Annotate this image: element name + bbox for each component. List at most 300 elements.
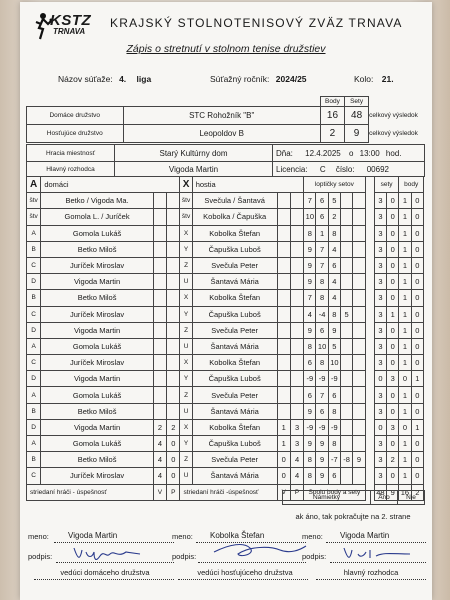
home-point: 1 xyxy=(399,468,411,484)
away-point: 0 xyxy=(411,322,423,338)
home-sub-v: 4 xyxy=(153,468,166,484)
home-sub-p xyxy=(167,209,180,225)
subs-away-label: striedaní hráči -úspešnosť xyxy=(180,484,277,500)
home-sets-won: 3 xyxy=(374,468,386,484)
set-score: 9 xyxy=(353,452,365,468)
spacer xyxy=(365,387,374,403)
home-position: A xyxy=(27,387,41,403)
objections-no[interactable]: Nie xyxy=(398,491,425,505)
away-sub-v: 0 xyxy=(277,468,290,484)
set-score: 10 xyxy=(328,355,340,371)
away-sub-v xyxy=(277,403,290,419)
score-sheet: KSTZ TRNAVA KRAJSKÝ STOLNOTENISOVÝ ZVÄZ TRNAVA Zápis o stretnutí v stolnom tenise družstiev Názov súťaže: 4. liga Súťažný ročník: 2024/25 Kolo: 21. Body Sety Domáce družstvo STC Rohožník "B" 16 48 celkový výsledok Hosťujúce družstvo Leopoldov B 2 9 celkový výsledok Hracia miestnosť Starý Kultúrny dom Dňa: 12.4.2025 o 13:00 hod. Hlavný rozhodca Vigoda Martin Licencia: C číslo: 00692 A domáci X hostia loptičky setov sety body štv Betko / Vigoda Ma. štv Svečula / Šantavá 7 6 5 3 0 1 0 štv Gomola L. / Juríček štv Kobolka / Čapuška 10 6 2 3 0 1 0 A Gomola Lukáš X Kobolka Štefan 8 1 8 3 0 1 0 B Betko Miloš Y Čapuška Luboš 9 7 4 3 0 1 0 C Juríček Miroslav Z Svečula Peter 9 7 6 3 0 1 0 D Vigoda Martin U Šantavá Mária 9 8 4 3 0 1 0 B Betko Miloš X Kobolka Štefan 7 8 4 3 0 1 0 C Juríček Miroslav Y Čapuška Luboš 4 -4 8 5 3 1 1 0 D Vigoda Martin Z Svečula Peter 9 6 9 3 0 1 0 A Gomola Lukáš U Šantavá Mária 8 10 5 3 0 1 0 C Juríček Miroslav X Kobolka Štefan 6 8 10 3 0 1 0 D Vigoda Martin Y Čapuška Luboš -9 -9 -9 0 3 0 1 A Gomola Lukáš Z Svečula Peter 6 7 6 3 0 1 0 B Betko Miloš U Šantavá Mária 9 6 8 3 0 1 0 D Vigoda Martin 2 2 X Kobolka Štefan 1 3 -9 -9 -9 0 3 0 1 A Gomola Lukáš 4 0 Y Čapuška Luboš 1 3 9 9 8 3 0 1 0 B Betko Miloš 4 0 Z Svečula Peter 0 4 8 9 -7 -8 9 3 2 1 0 C Juríček Miroslav 4 0 U Šantavá Mária 0 4 8 9 6 3 0 1 0 striedaní hráči - úspešnosť V P striedaní hráči -úspešnosť V P Spolu body a sety 48 9 16 2 Námietky Áno Nie ak áno, tak pokračujte na 2. strane meno: Vigoda Martin meno: Kobolka Štefan meno: Vigoda Martin podpis: podpis: podpis: vedúci domáceho družstva vedúci hosťujúceho družstva hlavný rozhodca xyxy=(20,2,432,600)
home-position: D xyxy=(27,371,41,387)
spacer xyxy=(365,338,374,354)
home-position: A xyxy=(27,338,41,354)
referee-name: Vigoda Martin xyxy=(340,531,390,540)
away-player: Šantavá Mária xyxy=(192,338,277,354)
set-score: 6 xyxy=(316,403,328,419)
home-position: D xyxy=(27,322,41,338)
home-sets-won: 3 xyxy=(374,225,386,241)
set-score: 8 xyxy=(328,225,340,241)
away-position: Z xyxy=(180,257,192,273)
away-sets-won: 0 xyxy=(387,225,399,241)
home-sub-p xyxy=(167,241,180,257)
sheet-subtitle: Zápis o stretnutí v stolnom tenise družstiev xyxy=(126,43,326,55)
set-score xyxy=(353,387,365,403)
away-player: Čapuška Luboš xyxy=(192,436,277,452)
set-score xyxy=(353,209,365,225)
set-score: -4 xyxy=(316,306,328,322)
home-sets-won: 3 xyxy=(374,193,386,209)
home-sets: 48 xyxy=(345,107,369,125)
home-point: 1 xyxy=(399,209,411,225)
home-position: D xyxy=(27,274,41,290)
home-sub-p: 0 xyxy=(167,436,180,452)
home-sub-p xyxy=(167,274,180,290)
match-row xyxy=(27,338,424,354)
set-score: 9 xyxy=(328,322,340,338)
away-letter: X xyxy=(180,177,192,193)
set-score: 8 xyxy=(304,468,316,484)
away-player: Šantavá Mária xyxy=(192,468,277,484)
set-score xyxy=(341,419,353,435)
away-point: 0 xyxy=(411,193,423,209)
away-point: 0 xyxy=(411,468,423,484)
home-sets-won: 3 xyxy=(374,241,386,257)
home-player: Vigoda Martin xyxy=(41,419,154,435)
away-player: Čapuška Luboš xyxy=(192,371,277,387)
set-score xyxy=(341,403,353,419)
venue-label: Hracia miestnosť xyxy=(27,145,115,162)
set-score: 4 xyxy=(328,274,340,290)
away-position: Z xyxy=(180,387,192,403)
set-score xyxy=(341,371,353,387)
away-sets-won: 0 xyxy=(387,209,399,225)
logo-main-text: KSTZ xyxy=(50,12,92,29)
spacer xyxy=(365,436,374,452)
set-score xyxy=(353,290,365,306)
set-score xyxy=(353,306,365,322)
away-position: U xyxy=(180,274,192,290)
home-sub-v xyxy=(153,225,166,241)
sum-away-sets: 9 xyxy=(387,484,399,500)
home-point: 1 xyxy=(399,403,411,419)
away-sets-won: 0 xyxy=(387,355,399,371)
away-position: X xyxy=(180,419,192,435)
set-score: 8 xyxy=(304,225,316,241)
home-sub-p xyxy=(167,306,180,322)
match-row xyxy=(27,274,424,290)
set-score: 6 xyxy=(328,387,340,403)
away-player: Kobolka Štefan xyxy=(192,355,277,371)
away-point: 0 xyxy=(411,452,423,468)
home-sub-p xyxy=(167,403,180,419)
away-point: 0 xyxy=(411,209,423,225)
away-sub-p: 3 xyxy=(290,436,303,452)
away-sub-v xyxy=(277,209,290,225)
away-player: Kobolka Štefan xyxy=(192,225,277,241)
away-sub-v xyxy=(277,257,290,273)
sum-away-points: 2 xyxy=(411,484,423,500)
away-sets-won: 0 xyxy=(387,241,399,257)
home-position: B xyxy=(27,290,41,306)
set-score: 9 xyxy=(304,322,316,338)
match-row xyxy=(27,257,424,273)
home-sets-won: 3 xyxy=(374,387,386,403)
set-score xyxy=(353,241,365,257)
set-score xyxy=(353,436,365,452)
match-row xyxy=(27,355,424,371)
set-score xyxy=(341,468,353,484)
home-player: Gomola Lukáš xyxy=(41,387,154,403)
away-sub-v: 0 xyxy=(277,452,290,468)
set-score: -9 xyxy=(316,419,328,435)
home-sub-v xyxy=(153,322,166,338)
match-row xyxy=(27,241,424,257)
away-position: X xyxy=(180,355,192,371)
home-sub-p xyxy=(167,355,180,371)
spacer xyxy=(365,371,374,387)
home-point: 1 xyxy=(399,257,411,273)
away-sub-p xyxy=(290,241,303,257)
set-score: 6 xyxy=(316,322,328,338)
away-position: Z xyxy=(180,452,192,468)
away-sub-v xyxy=(277,241,290,257)
set-score xyxy=(341,209,353,225)
home-sets-won: 3 xyxy=(374,403,386,419)
home-sets-won: 0 xyxy=(374,371,386,387)
away-position: X xyxy=(180,290,192,306)
home-sub-p: 0 xyxy=(167,452,180,468)
home-team-name: STC Rohožník "B" xyxy=(123,107,320,125)
home-point: 1 xyxy=(399,452,411,468)
home-point: 1 xyxy=(399,274,411,290)
home-sets-won: 3 xyxy=(374,338,386,354)
away-point: 0 xyxy=(411,257,423,273)
body-header: Body xyxy=(320,97,344,107)
set-score xyxy=(341,355,353,371)
set-score xyxy=(341,436,353,452)
away-sub-v xyxy=(277,274,290,290)
set-score xyxy=(353,468,365,484)
referee-value: Vigoda Martin xyxy=(115,162,273,177)
sety-header: Sety xyxy=(345,97,369,107)
set-score: 8 xyxy=(316,355,328,371)
away-point: 0 xyxy=(411,403,423,419)
match-row xyxy=(27,371,424,387)
away-sub-p xyxy=(290,193,303,209)
away-position: Y xyxy=(180,436,192,452)
number-value: 00692 xyxy=(366,164,389,174)
home-sub-p xyxy=(167,338,180,354)
away-sub-p: 3 xyxy=(290,419,303,435)
home-sub-p xyxy=(167,257,180,273)
set-score: 1 xyxy=(316,225,328,241)
away-sets-won: 1 xyxy=(387,306,399,322)
matches-table: A domáci X hostia loptičky setov sety body štv Betko / Vigoda Ma. štv Svečula / Šantavá 7 6 5 3 0 1 0 štv Gomola L. / Juríček štv Kobolka / Čapuška 10 6 2 3 0 1 0 A Gomola Lukáš X Kobolka Štefan 8 1 8 3 0 1 0 B Betko Miloš Y Čapuška Luboš 9 7 4 3 0 1 0 C Juríček Miroslav Z Svečula Peter 9 7 6 3 0 1 0 D Vigoda Martin U Šantavá Mária 9 8 4 3 0 1 0 B Betko Miloš X Kobolka Štefan 7 8 4 3 0 1 0 C Juríček Miroslav Y Čapuška Luboš 4 -4 8 5 3 1 1 0 D Vigoda Martin Z Svečula Peter 9 6 9 3 0 1 0 A Gomola Lukáš U Šantavá Mária 8 10 5 3 0 1 0 C Juríček Miroslav X Kobolka Štefan 6 8 10 3 0 1 0 D Vigoda Martin Y Čapuška Luboš -9 -9 -9 0 3 0 1 A Gomola Lukáš Z Svečula Peter 6 7 6 3 0 1 0 B Betko Miloš U Šantavá Mária 9 6 8 3 0 1 0 D Vigoda Martin 2 2 X Kobolka Štefan 1 3 -9 -9 -9 0 3 0 1 A Gomola Lukáš 4 0 Y Čapuška Luboš 1 3 9 9 8 3 0 1 0 B Betko Miloš 4 0 Z Svečula Peter 0 4 8 9 -7 -8 9 3 2 1 0 C Juríček Miroslav 4 0 U Šantavá Mária 0 4 8 9 6 3 0 1 0 striedaní hráči - úspešnosť V P striedaní hráči -úspešnosť V P Spolu body a sety 48 9 16 2 xyxy=(26,176,424,501)
set-score xyxy=(341,290,353,306)
home-position: štv xyxy=(27,209,41,225)
away-point: 1 xyxy=(411,419,423,435)
away-point: 0 xyxy=(411,306,423,322)
away-sets-won: 2 xyxy=(387,452,399,468)
spacer xyxy=(365,468,374,484)
home-sub-v: 2 xyxy=(153,419,166,435)
away-sub-p xyxy=(290,257,303,273)
home-sets-won: 3 xyxy=(374,290,386,306)
home-point: 1 xyxy=(399,322,411,338)
away-sub-p xyxy=(290,225,303,241)
spacer xyxy=(365,355,374,371)
set-score: 9 xyxy=(316,436,328,452)
home-sub-p xyxy=(167,387,180,403)
home-sub-v xyxy=(153,403,166,419)
home-sets-won: 3 xyxy=(374,209,386,225)
home-position: C xyxy=(27,468,41,484)
home-position: B xyxy=(27,403,41,419)
competition-field: Názov súťaže: 4. liga xyxy=(58,74,152,84)
away-sub-p: 4 xyxy=(290,452,303,468)
sets-header: sety xyxy=(374,177,399,193)
set-score xyxy=(353,225,365,241)
away-sets-won: 0 xyxy=(387,193,399,209)
away-sub-v: 1 xyxy=(277,436,290,452)
away-point: 0 xyxy=(411,338,423,354)
away-header: hostia xyxy=(192,177,304,193)
home-sub-v xyxy=(153,371,166,387)
objections-table xyxy=(282,490,425,505)
set-score: 8 xyxy=(316,274,328,290)
away-position: U xyxy=(180,468,192,484)
spacer xyxy=(365,241,374,257)
set-score: 5 xyxy=(328,338,340,354)
teams-table xyxy=(26,96,424,143)
away-sub-v xyxy=(277,387,290,403)
away-sub-p xyxy=(290,403,303,419)
spacer xyxy=(365,452,374,468)
away-sets-won: 3 xyxy=(387,371,399,387)
set-score xyxy=(341,225,353,241)
spacer xyxy=(365,419,374,435)
spacer xyxy=(365,193,374,209)
home-sub-p: 2 xyxy=(167,419,180,435)
home-header: domáci xyxy=(41,177,180,193)
home-player: Betko Miloš xyxy=(41,452,154,468)
federation-title: KRAJSKÝ STOLNOTENISOVÝ ZVÄZ TRNAVA xyxy=(110,16,403,30)
away-sets-won: 0 xyxy=(387,290,399,306)
away-position: Y xyxy=(180,306,192,322)
home-player: Betko Miloš xyxy=(41,403,154,419)
set-score: 4 xyxy=(328,290,340,306)
away-position: Y xyxy=(180,371,192,387)
away-position: Y xyxy=(180,241,192,257)
home-sub-v xyxy=(153,306,166,322)
away-sets-won: 0 xyxy=(387,322,399,338)
away-player: Šantavá Mária xyxy=(192,403,277,419)
home-letter: A xyxy=(27,177,41,193)
date-value: 12.4.2025 xyxy=(305,148,341,158)
home-player: Gomola Lukáš xyxy=(41,338,154,354)
away-point: 0 xyxy=(411,436,423,452)
match-row xyxy=(27,225,424,241)
home-sub-p xyxy=(167,290,180,306)
set-score: -9 xyxy=(304,371,316,387)
home-position: A xyxy=(27,225,41,241)
match-row xyxy=(27,306,424,322)
match-row xyxy=(27,290,424,306)
set-score: -9 xyxy=(328,371,340,387)
set-score: 2 xyxy=(328,209,340,225)
match-row xyxy=(27,322,424,338)
away-sub-p xyxy=(290,338,303,354)
away-leader-role: vedúci hosťujúceho družstva xyxy=(197,568,293,577)
away-player: Svečula Peter xyxy=(192,257,277,273)
licence-cell: Licencia: C číslo: 00692 xyxy=(273,162,425,177)
away-sub-p xyxy=(290,387,303,403)
away-sub-v xyxy=(277,371,290,387)
home-sub-v xyxy=(153,290,166,306)
away-sets-won: 0 xyxy=(387,387,399,403)
set-score xyxy=(353,403,365,419)
home-position: C xyxy=(27,355,41,371)
home-player: Betko / Vigoda Ma. xyxy=(41,193,154,209)
referee-signature-icon xyxy=(340,542,420,562)
home-sets-won: 3 xyxy=(374,452,386,468)
subs-home-label: striedaní hráči - úspešnosť xyxy=(27,484,154,500)
set-score: 4 xyxy=(304,306,316,322)
sum-home-sets: 48 xyxy=(374,484,386,500)
set-score: 7 xyxy=(316,387,328,403)
home-point: 0 xyxy=(399,419,411,435)
home-sub-v: 4 xyxy=(153,436,166,452)
away-player: Svečula / Šantavá xyxy=(192,193,277,209)
set-score: 9 xyxy=(304,436,316,452)
away-sets-won: 0 xyxy=(387,274,399,290)
objections-label: Námietky xyxy=(283,491,371,505)
set-points-header: loptičky setov xyxy=(304,177,365,193)
away-player: Svečula Peter xyxy=(192,452,277,468)
home-player: Vigoda Martin xyxy=(41,371,154,387)
away-sets-won: 0 xyxy=(387,403,399,419)
away-sub-p xyxy=(290,209,303,225)
away-point: 0 xyxy=(411,241,423,257)
set-score: 7 xyxy=(304,193,316,209)
set-score: 8 xyxy=(304,452,316,468)
home-player: Betko Miloš xyxy=(41,241,154,257)
set-score: -9 xyxy=(328,419,340,435)
set-score: 6 xyxy=(328,257,340,273)
spacer xyxy=(365,225,374,241)
set-score xyxy=(341,387,353,403)
away-player: Čapuška Luboš xyxy=(192,306,277,322)
away-sub-p xyxy=(290,322,303,338)
away-point: 0 xyxy=(411,290,423,306)
match-row xyxy=(27,387,424,403)
home-point: 1 xyxy=(399,387,411,403)
home-sub-v xyxy=(153,274,166,290)
home-sub-p xyxy=(167,322,180,338)
home-position: B xyxy=(27,452,41,468)
away-sub-v xyxy=(277,355,290,371)
set-score: 9 xyxy=(316,468,328,484)
set-score xyxy=(353,257,365,273)
home-sub-p xyxy=(167,371,180,387)
set-score xyxy=(341,241,353,257)
venue-value: Starý Kultúrny dom xyxy=(115,145,273,162)
away-sets-won: 0 xyxy=(387,338,399,354)
away-sets-won: 0 xyxy=(387,257,399,273)
away-point: 0 xyxy=(411,225,423,241)
away-team-name: Leopoldov B xyxy=(123,125,320,143)
home-sub-p xyxy=(167,225,180,241)
home-point: 1 xyxy=(399,306,411,322)
logo-sub-text: TRNAVA xyxy=(53,27,86,36)
season-field: Súťažný ročník: 2024/25 xyxy=(210,74,307,84)
home-position: D xyxy=(27,419,41,435)
home-points: 16 xyxy=(320,107,344,125)
home-point: 1 xyxy=(399,338,411,354)
date-time-cell: Dňa: 12.4.2025 o 13:00 hod. xyxy=(273,145,425,162)
away-team-label: Hosťujúce družstvo xyxy=(27,125,124,143)
round-field: Kolo: 21. xyxy=(354,74,394,84)
away-player: Kobolka Štefan xyxy=(192,290,277,306)
set-score: 5 xyxy=(328,193,340,209)
away-sets-won: 3 xyxy=(387,419,399,435)
away-sub-p xyxy=(290,306,303,322)
objections-yes[interactable]: Áno xyxy=(371,491,398,505)
away-sub-p xyxy=(290,371,303,387)
set-score: 5 xyxy=(341,306,353,322)
result-label-away: celkový výsledok xyxy=(369,130,418,137)
away-point: 0 xyxy=(411,355,423,371)
home-player: Betko Miloš xyxy=(41,290,154,306)
venue-table xyxy=(26,144,425,177)
home-point: 1 xyxy=(399,241,411,257)
away-sub-p xyxy=(290,355,303,371)
match-row xyxy=(27,419,424,435)
away-sub-p xyxy=(290,274,303,290)
set-score: 9 xyxy=(304,257,316,273)
away-position: Z xyxy=(180,322,192,338)
home-sub-v xyxy=(153,241,166,257)
home-sets-won: 3 xyxy=(374,306,386,322)
away-points: 2 xyxy=(320,125,344,143)
home-player: Juríček Miroslav xyxy=(41,257,154,273)
home-point: 1 xyxy=(399,355,411,371)
away-sub-p: 4 xyxy=(290,468,303,484)
home-team-label: Domáce družstvo xyxy=(27,107,124,125)
away-player: Svečula Peter xyxy=(192,387,277,403)
set-score xyxy=(341,338,353,354)
away-sets-won: 0 xyxy=(387,468,399,484)
set-score: 7 xyxy=(316,241,328,257)
home-player: Vigoda Martin xyxy=(41,274,154,290)
home-position: A xyxy=(27,436,41,452)
home-point: 1 xyxy=(399,436,411,452)
away-sets-won: 0 xyxy=(387,436,399,452)
set-score: -7 xyxy=(328,452,340,468)
sum-label: Spolu body a sety xyxy=(304,484,365,500)
set-score: 8 xyxy=(328,403,340,419)
set-score: 6 xyxy=(316,193,328,209)
away-point: 0 xyxy=(411,274,423,290)
away-sub-v xyxy=(277,306,290,322)
home-leader-name: Vigoda Martin xyxy=(68,531,118,540)
away-position: U xyxy=(180,403,192,419)
away-point: 0 xyxy=(411,387,423,403)
referee-role: hlavný rozhodca xyxy=(343,568,399,577)
